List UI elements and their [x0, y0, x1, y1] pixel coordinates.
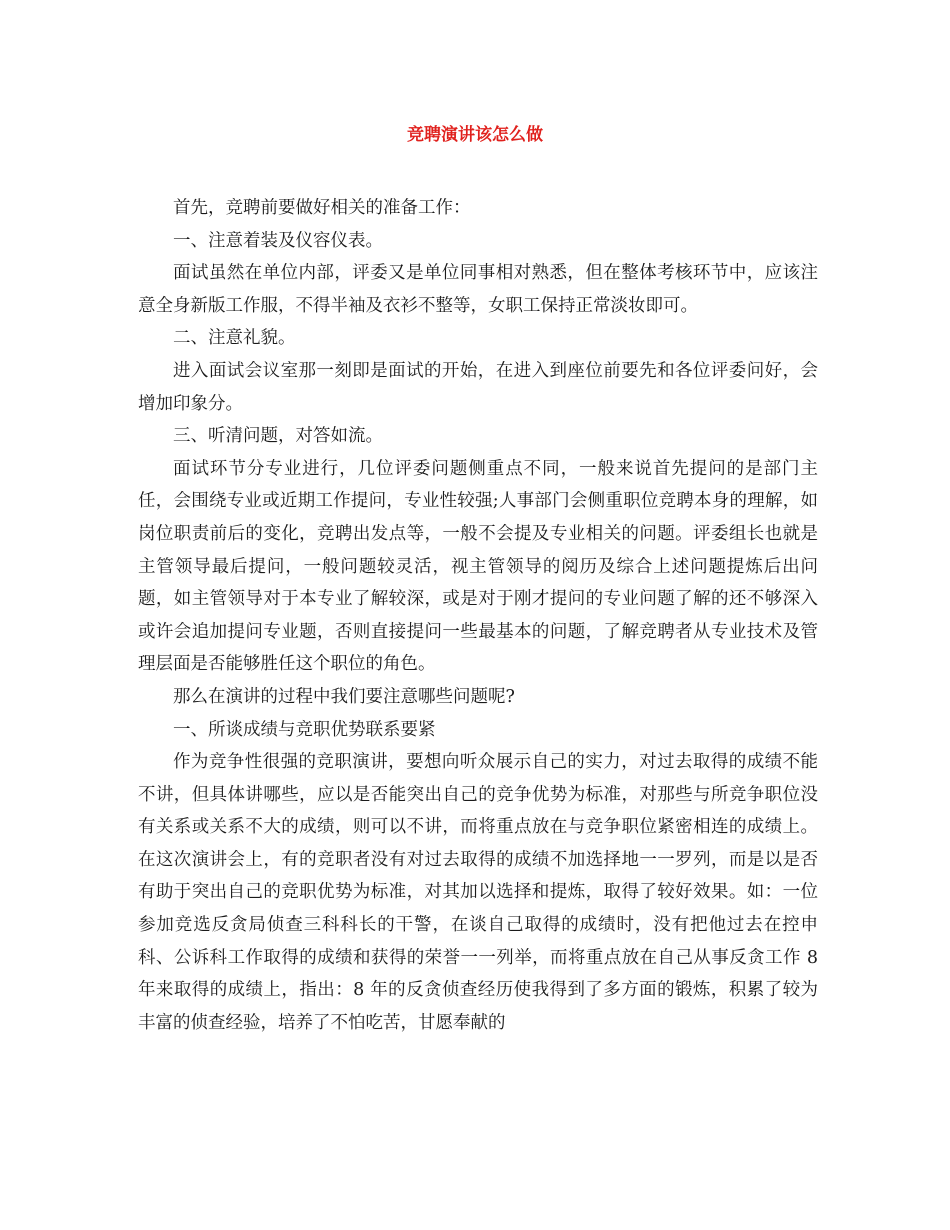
document-title: 竞聘演讲该怎么做 [407, 125, 543, 145]
document-body [138, 192, 818, 1039]
paragraph: 面试虽然在单位内部，评委又是单位同事相对熟悉，但在整体考核环节中，应该注意全身新版工作服，不得半袖及衣衫不整等，女职工保持正常淡妆即可。 [138, 263, 818, 316]
paragraph: 一、所谈成绩与竞职优势联系要紧 [173, 719, 436, 740]
paragraph: 首先，竞聘前要做好相关的准备工作： [173, 198, 471, 218]
paragraph: 一、注意着装及仪容仪表。 [173, 230, 383, 251]
paragraph: 面试环节分专业进行，几位评委问题侧重点不同，一般来说首先提问的是部门主任，会围绕专业或近期工作提问，专业性较强;人事部门会侧重职位竞聘本身的理解，如岗位职责前后的变化，竞聘出发点等，一般不会提及专业相关的问题。评委组长也就是主管领导最后提问，一般问题较灵活，视主管领导的阅历及综合上述问题提炼后出问题，如主管领导对于本专业了解较深，或是对于刚才提问的专业问题了解的还不够深入或许会追加提问专业题，否则直接提问一些最基本的问题，了解竞聘者从专业技术及管理层面是否能够胜任这个职位的角色。 [138, 458, 818, 675]
paragraph: 三、听清问题，对答如流。 [173, 426, 383, 447]
paragraph: 作为竞争性很强的竞职演讲，要想向听众展示自己的实力，对过去取得的成绩不能不讲，但具体讲哪些，应以是否能突出自己的竞争优势为标准，对那些与所竞争职位没有关系或关系不大的成绩，则可以不讲，而将重点放在与竞争职位紧密相连的成绩上。在这次演讲会上，有的竞职者没有对过去取得的成绩不加选择地一一罗列，而是以是否有助于突出自己的竞职优势为标准，对其加以选择和提炼，取得了较好效果。如：一位参加竞选反贪局侦查三科科长的干警，在谈自己取得的成绩时，没有把他过去在控申科、公诉科工作取得的成绩和获得的荣誉一一列举，而将重点放在自己从事反贪工作 8 年来取得的成绩上，指出：8 年的反贪侦查经历使我得到了多方面的锻炼，积累了较为丰富的侦查经验，培养了不怕吃苦，甘愿奉献的 [138, 752, 818, 1033]
paragraph: 那么在演讲的过程中我们要注意哪些问题呢? [173, 686, 515, 707]
paragraph: 二、注意礼貌。 [173, 328, 296, 349]
paragraph: 进入面试会议室那一刻即是面试的开始，在进入到座位前要先和各位评委问好，会增加印象分。 [138, 360, 818, 414]
